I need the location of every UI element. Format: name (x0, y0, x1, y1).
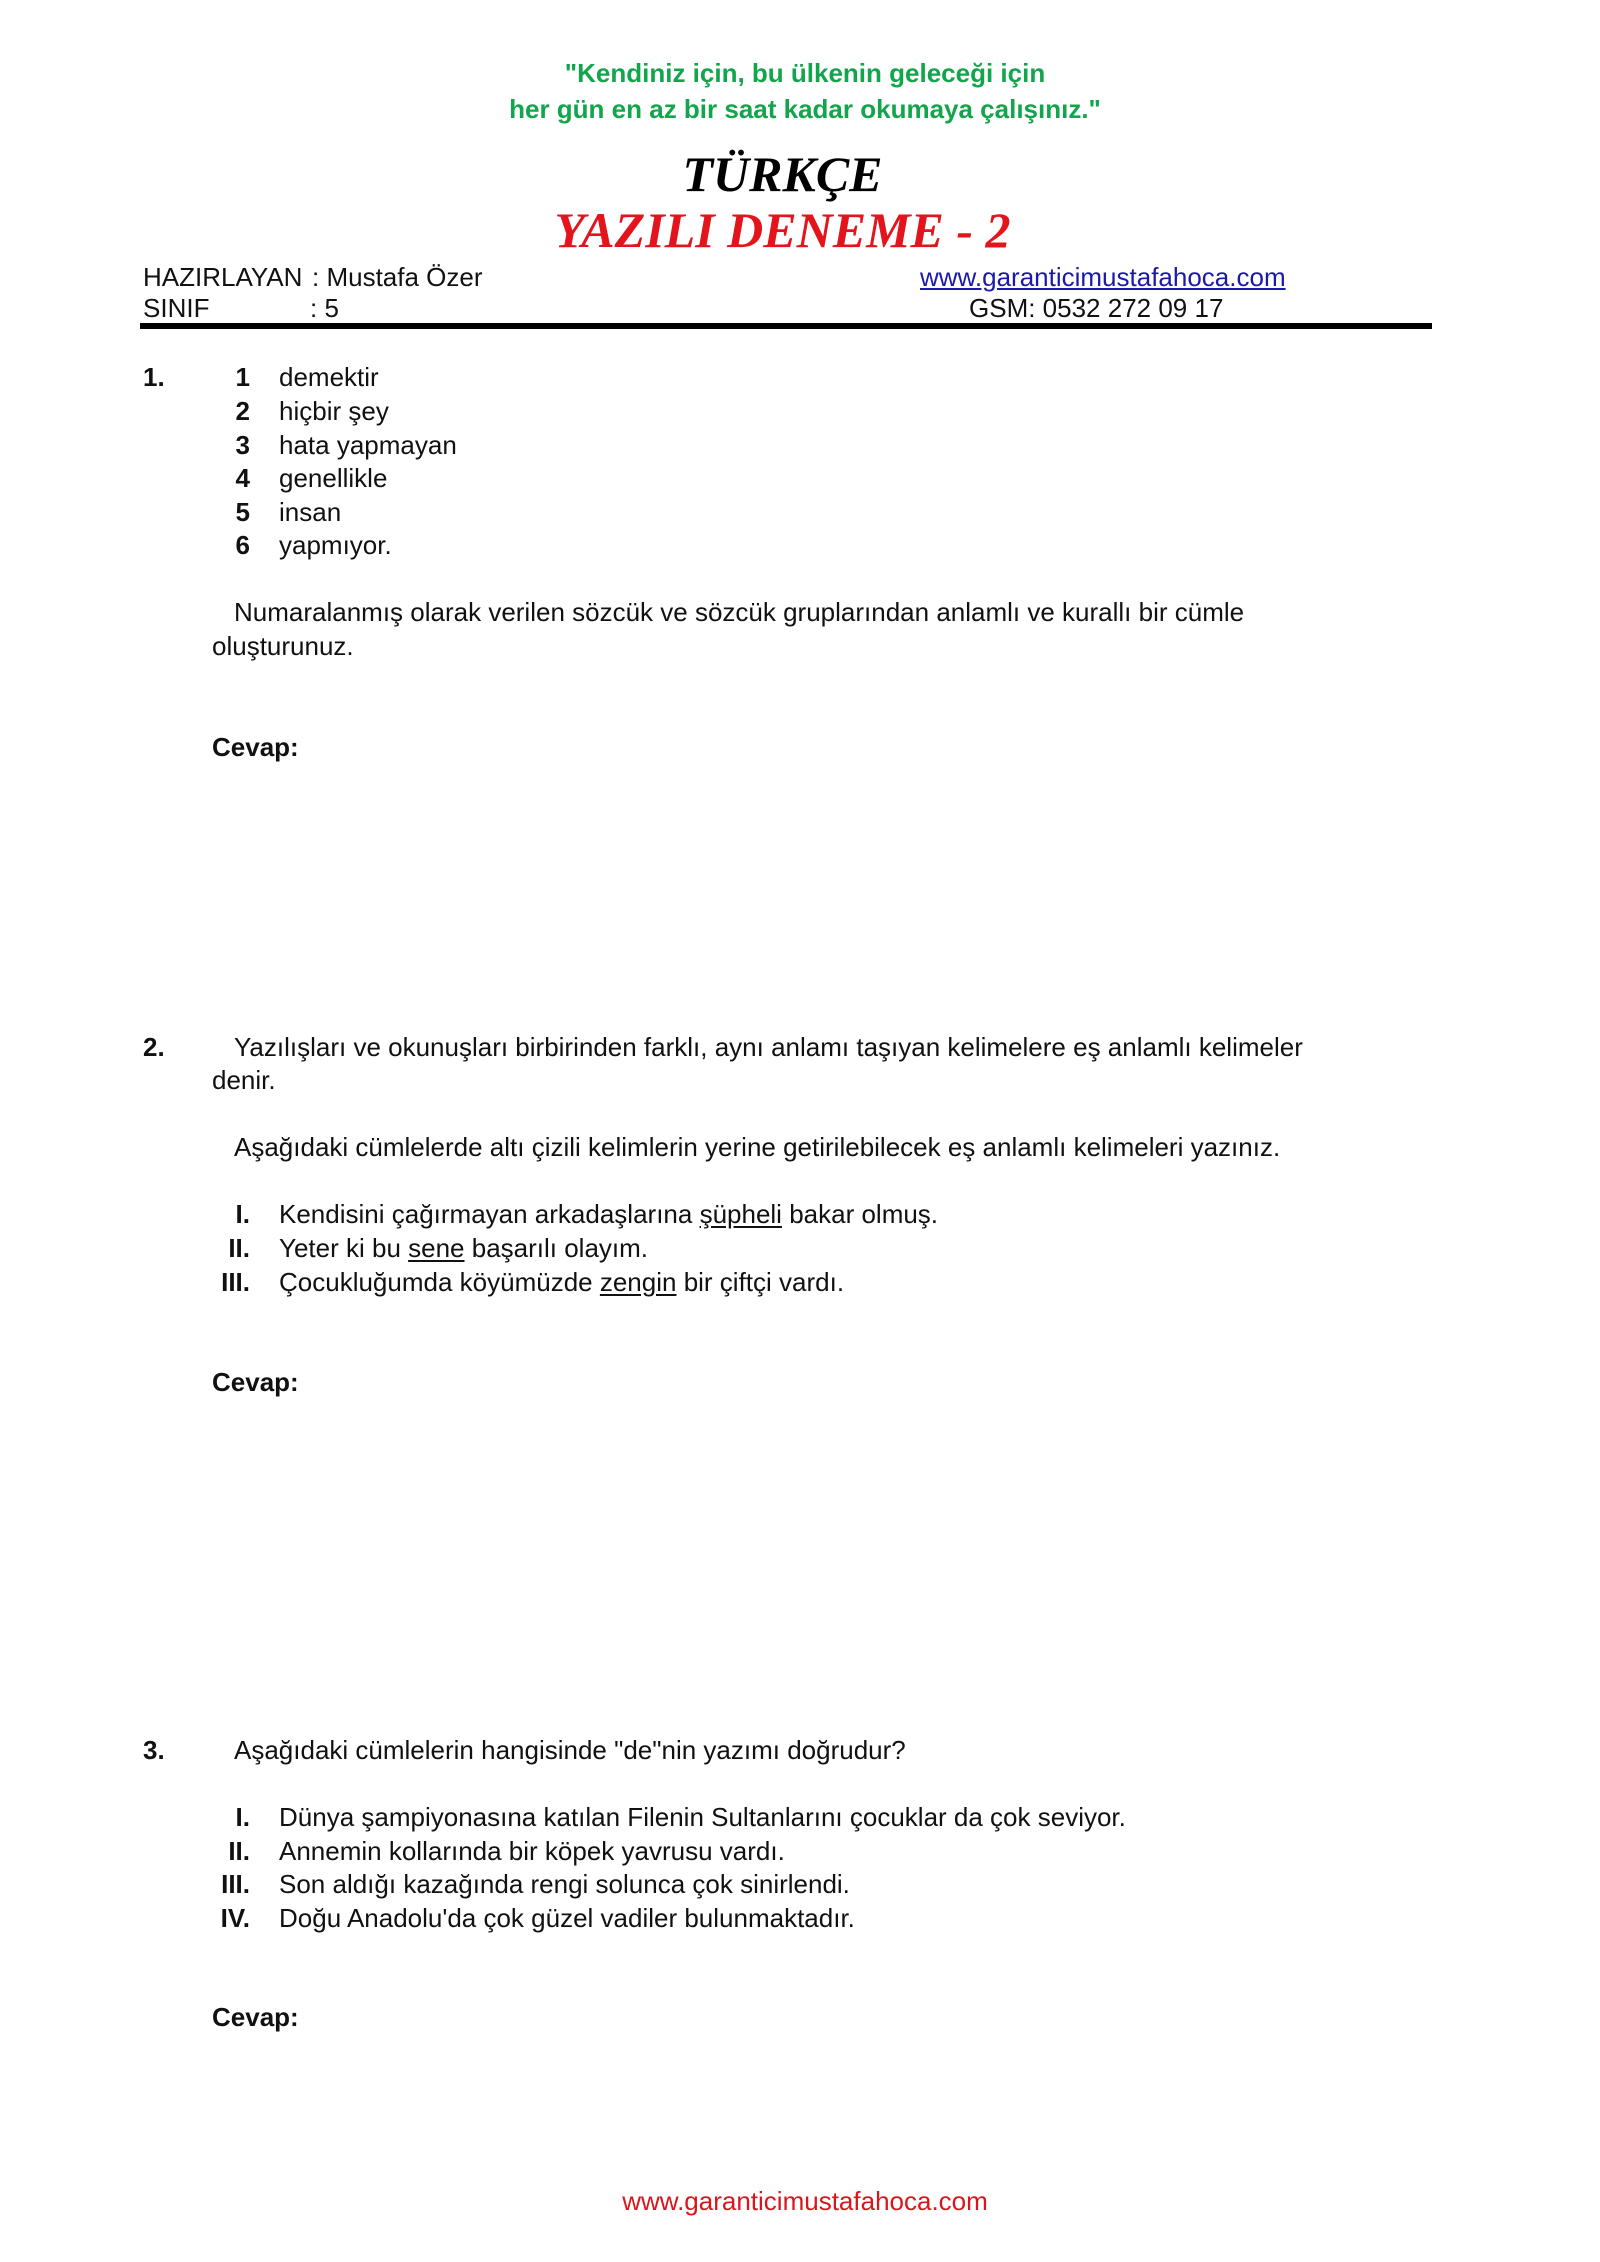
item-text: hata yapmayan (279, 430, 457, 460)
item-key: 3 (235, 430, 250, 460)
question-number: 1. (143, 362, 165, 392)
answer-area[interactable] (212, 775, 1412, 1005)
sentence-item: Son aldığı kazağında rengi solunca çok sinirlendi. (279, 1869, 850, 1899)
item-key: II. (228, 1836, 250, 1866)
item-key: IV. (220, 1903, 250, 1933)
item-text: genellikle (279, 463, 388, 493)
item-key: 1 (235, 362, 250, 392)
sentence-item: Kendisini çağırmayan arkadaşlarına şüpheli bakar olmuş. (279, 1199, 939, 1229)
motto-line-2: her gün en az bir saat kadar okumaya çalışınız." (509, 94, 1101, 124)
website-link[interactable]: www.garanticimustafahoca.com (920, 262, 1286, 292)
question-prompt: Aşağıdaki cümlelerde altı çizili kelimlerin yerine getirilebilecek eş anlamlı kelimeleri yazınız. (234, 1132, 1281, 1162)
answer-area[interactable] (212, 1410, 1412, 1710)
item-key: I. (235, 1802, 250, 1832)
gsm-number: GSM: 0532 272 09 17 (969, 293, 1224, 323)
item-key: 2 (235, 396, 250, 426)
underlined-word: şüpheli (699, 1199, 782, 1229)
subject-title: TÜRKÇE (682, 146, 883, 202)
answer-area[interactable] (212, 2045, 1412, 2165)
answer-label: Cevap: (212, 2002, 299, 2032)
item-key: 5 (235, 497, 250, 527)
header-divider (140, 323, 1432, 329)
sentence-item: Dünya şampiyonasına katılan Filenin Sultanlarını çocuklar da çok seviyor. (279, 1802, 1126, 1832)
item-text: demektir (279, 362, 379, 392)
question-prompt-line-1: Numaralanmış olarak verilen sözcük ve sözcük gruplarından anlamlı ve kurallı bir cümle (234, 597, 1245, 627)
question-prompt-line-2: oluşturunuz. (212, 631, 354, 661)
footer-website-link[interactable]: www.garanticimustafahoca.com (622, 2186, 988, 2216)
class-label: SINIF (143, 293, 210, 323)
underlined-word: sene (408, 1233, 465, 1263)
sentence-item: Doğu Anadolu'da çok güzel vadiler bulunmaktadır. (279, 1903, 855, 1933)
item-text: yapmıyor. (279, 530, 392, 560)
prepared-by-value: : Mustafa Özer (312, 262, 483, 292)
item-text: hiçbir şey (279, 396, 389, 426)
item-key: 4 (235, 463, 250, 493)
item-key: III. (221, 1869, 250, 1899)
item-text: insan (279, 497, 342, 527)
answer-label: Cevap: (212, 732, 299, 762)
question-intro-line-1: Yazılışları ve okunuşları birbirinden farklı, aynı anlamı taşıyan kelimelere eş anlamlı kelimeler (234, 1032, 1303, 1062)
question-prompt: Aşağıdaki cümlelerin hangisinde "de"nin yazımı doğrudur? (234, 1735, 906, 1765)
class-value: : 5 (310, 293, 339, 323)
underlined-word: zengin (599, 1267, 677, 1297)
question-number: 3. (143, 1735, 165, 1765)
item-key: II. (228, 1233, 250, 1263)
prepared-by-label: HAZIRLAYAN (143, 262, 303, 292)
sentence-item: Annemin kollarında bir köpek yavrusu vardı. (279, 1836, 785, 1866)
exam-title: YAZILI DENEME - 2 (554, 202, 1011, 258)
motto-line-1: "Kendiniz için, bu ülkenin geleceği için (564, 58, 1046, 88)
sentence-item: Çocukluğumda köyümüzde zengin bir çiftçi vardı. (279, 1267, 845, 1297)
item-key: I. (235, 1199, 250, 1229)
sentence-item: Yeter ki bu sene başarılı olayım. (279, 1233, 649, 1263)
item-key: III. (221, 1267, 250, 1297)
item-key: 6 (235, 530, 250, 560)
question-number: 2. (143, 1032, 165, 1062)
question-intro-line-2: denir. (212, 1065, 276, 1095)
answer-label: Cevap: (212, 1367, 299, 1397)
